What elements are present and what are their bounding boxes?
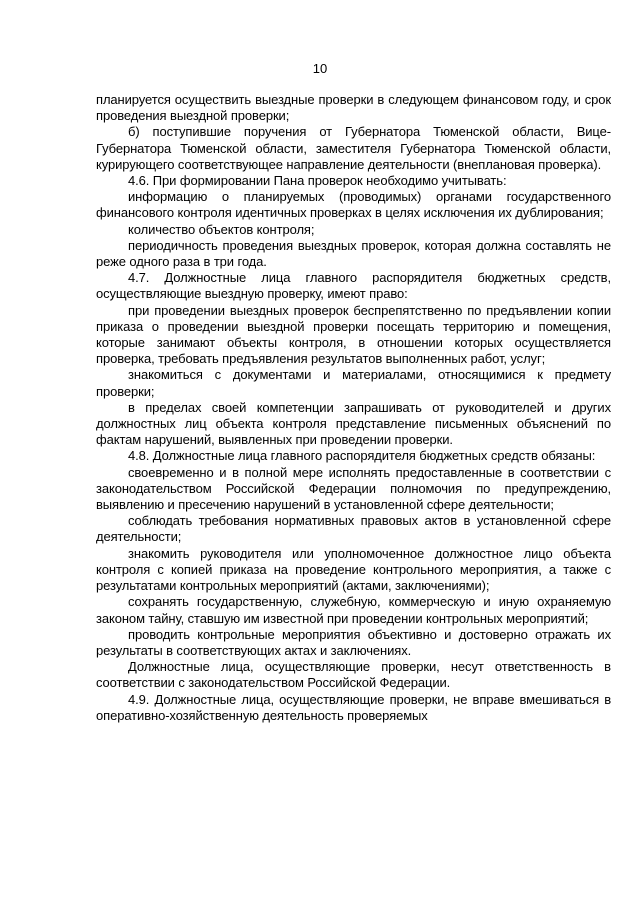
paragraph: планируется осуществить выездные проверки в следующем финансовом году, и срок проведения выездной проверки; xyxy=(96,92,611,124)
paragraph: сохранять государственную, служебную, коммерческую и иную охраняемую законом тайну, ставшую им известной при проведении контрольных мероприятий; xyxy=(96,594,611,626)
paragraph: информацию о планируемых (проводимых) органами государственного финансового контроля идентичных проверках в целях исключения их дублирования; xyxy=(96,189,611,221)
paragraph: Должностные лица, осуществляющие проверки, несут ответственность в соответствии с законодательством Российской Федерации. xyxy=(96,659,611,691)
document-body xyxy=(96,92,611,724)
paragraph: б) поступившие поручения от Губернатора Тюменской области, Вице-Губернатора Тюменской области, заместителя Губернатора Тюменской области, курирующего соответствующее направление деятельности (внеплановая проверка). xyxy=(96,124,611,172)
paragraph: своевременно и в полной мере исполнять предоставленные в соответствии с законодательством Российской Федерации полномочия по предупреждению, выявлению и пресечению нарушений в установленной сфере деятельности; xyxy=(96,464,611,513)
paragraph: знакомиться с документами и материалами, относящимися к предмету проверки; xyxy=(96,367,611,399)
paragraph: соблюдать требования нормативных правовых актов в установленной сфере деятельности; xyxy=(96,513,611,545)
paragraph: 4.9. Должностные лица, осуществляющие проверки, не вправе вмешиваться в оперативно-хозяйственную деятельность проверяемых xyxy=(96,691,611,723)
page-number: 10 xyxy=(312,61,328,76)
paragraph: при проведении выездных проверок беспрепятственно по предъявлении копии приказа о проведении выездной проверки посещать территорию и помещения, которые занимают объекты контроля, в отношении которых осуществляется проверка, требовать предъявления результатов выполненных работ, услуг; xyxy=(96,302,611,367)
paragraph: знакомить руководителя или уполномоченное должностное лицо объекта контроля с копией приказа на проведение контрольного мероприятия, а также с результатами контрольных мероприятий (актами, заключениями); xyxy=(96,545,611,594)
paragraph: количество объектов контроля; xyxy=(128,221,315,237)
paragraph: периодичность проведения выездных проверок, которая должна составлять не реже одного раза в три года. xyxy=(96,237,611,270)
paragraph: проводить контрольные мероприятия объективно и достоверно отражать их результаты в соответствующих актах и заключениях. xyxy=(96,626,611,658)
paragraph: 4.6. При формировании Пана проверок необходимо учитывать: xyxy=(128,173,507,189)
paragraph: в пределах своей компетенции запрашивать от руководителей и других должностных лиц объекта контроля представление письменных объяснений по фактам нарушений, выявленных при проведении проверки. xyxy=(96,399,611,448)
paragraph: 4.8. Должностные лица главного распорядителя бюджетных средств обязаны: xyxy=(128,448,596,464)
paragraph: 4.7. Должностные лица главного распорядителя бюджетных средств, осуществляющие выездную проверку, имеют право: xyxy=(96,270,611,302)
